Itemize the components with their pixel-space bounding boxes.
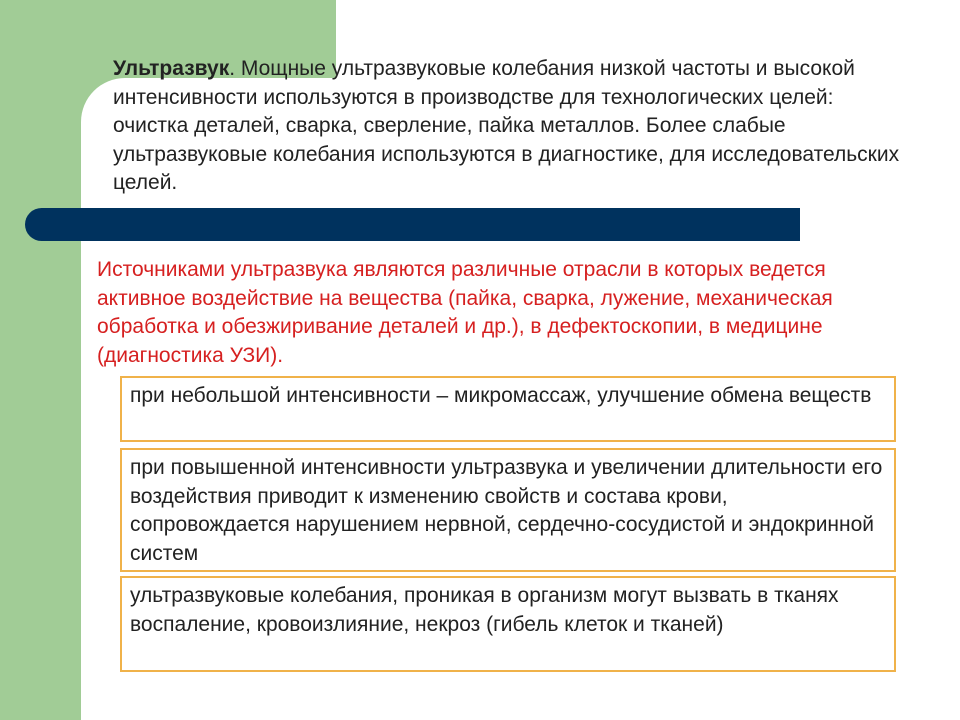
intro-paragraph — [113, 55, 903, 198]
effect-box-low-intensity: при небольшой интенсивности – микромассаж, улучшение обмена веществ — [120, 376, 896, 442]
intro-text: . Мощные ультразвуковые колебания низкой частоты и высокой интенсивности используются в производстве для технологических целей: очистка деталей, сварка, сверление, пайка металлов. Более слабые ультразвуковые колебания используются в диагностике, для исследовательских целей. — [113, 57, 900, 194]
intro-term: Ультразвук — [113, 57, 230, 80]
effect-box-high-intensity: при повышенной интенсивности ультразвука и увеличении длительности его воздействия приводит к изменению свойств и состава крови, сопровождается нарушением нервной, сердечно-сосудистой и эндокринной систем — [120, 448, 896, 572]
divider-bar — [25, 208, 800, 241]
sources-paragraph: Источниками ультразвука являются различные отрасли в которых ведется активное воздействие на вещества (пайка, сварка, лужение, механическая обработка и обезжиривание деталей и др.), в дефектоскопии, в медицине (диагностика УЗИ). — [97, 258, 833, 367]
effect-box-tissue-damage: ультразвуковые колебания, проникая в организм могут вызвать в тканях воспаление, кровоизлияние, некроз (гибель клеток и тканей) — [120, 576, 896, 672]
